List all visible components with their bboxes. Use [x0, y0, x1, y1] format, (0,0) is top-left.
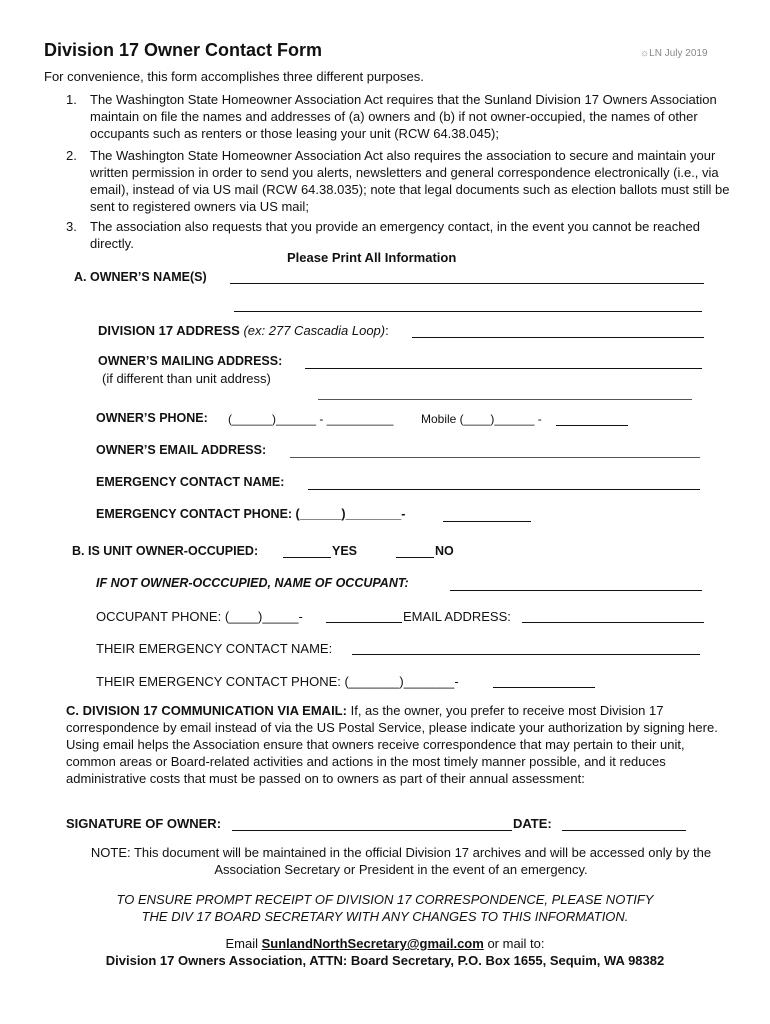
owner-occupied-no: NO [435, 544, 454, 558]
purpose-text: The association also requests that you provide an emergency contact, in the event you cannot be reached directly. [90, 219, 700, 251]
print-notice: Please Print All Information [287, 250, 457, 265]
purpose-text: The Washington State Homeowner Association Act requires that the Sunland Division 17 Owners Association maintain on file the names and addresses of (a) owners and (b) if not owner-occupied, the names of other occupants such as renters or those leasing your unit (RCW 64.38.045); [90, 92, 717, 141]
email-suffix: or mail to: [487, 936, 545, 951]
unit-address-example: (ex: 277 Cascadia Loop) [243, 323, 386, 338]
mail-address: Division 17 Owners Association, ATTN: Board Secretary, P.O. Box 1655, Sequim, WA 98382 [105, 953, 665, 968]
signature-label: SIGNATURE OF OWNER: [66, 816, 222, 831]
owner-name-field-2[interactable] [234, 311, 702, 312]
archive-note: NOTE: This document will be maintained in the official Division 17 archives and will be accessed only by the Association Secretary or President in the event of an emergency. [90, 845, 712, 877]
mailing-address-field[interactable] [305, 368, 702, 369]
form-title: Division 17 Owner Contact Form [44, 40, 323, 60]
email-authorization-text: If, as the owner, you prefer to receive most Division 17 correspondence by email instead of via the US Postal Service, please indicate your authorization by signing here. Using email helps the Association ensure that owners receive correspondence that may pertain to their unit, common areas or Board-related activities and actions in the most timely manner possible, and it reduces administrative costs that must be passed on to owners as part of their annual assessment: [66, 703, 718, 786]
their-emergency-name-label: THEIR EMERGENCY CONTACT NAME: [96, 641, 333, 656]
owner-name-label: A. OWNER’S NAME(S) [74, 270, 207, 284]
purpose-number: 2. [66, 148, 77, 163]
unit-address-colon: : [385, 323, 389, 338]
email-authorization-label: C. DIVISION 17 COMMUNICATION VIA EMAIL: [66, 703, 347, 718]
mailing-address-field-2[interactable] [318, 399, 692, 400]
date-field[interactable] [562, 830, 686, 831]
owner-occupied-no-field[interactable] [396, 557, 434, 558]
owner-email-label: OWNER’S EMAIL ADDRESS: [96, 443, 267, 457]
purpose-number: 1. [66, 92, 77, 107]
mobile-phone-label: Mobile (____)______ - [421, 412, 542, 426]
secretary-email-link[interactable]: SunlandNorthSecretary@gmail.com [261, 936, 484, 951]
emergency-phone-label: EMERGENCY CONTACT PHONE: (______)________- [96, 507, 406, 521]
mailing-address-label: OWNER’S MAILING ADDRESS: [98, 354, 283, 368]
occupant-name-field[interactable] [450, 590, 702, 591]
purpose-text: The Washington State Homeowner Association Act also requires the association to secure and maintain your written permission in order to send you alerts, newsletters and general correspondence electronically (i.e., via email), instead of via US mail (RCW 64.38.035); note that legal documents such as election ballots must still be sent to registered owners via US mail; [90, 148, 730, 214]
unit-address-label [98, 323, 389, 338]
owner-phone-label: OWNER’S PHONE: [96, 411, 208, 425]
prompt-line-1: TO ENSURE PROMPT RECEIPT OF DIVISION 17 CORRESPONDENCE, PLEASE NOTIFY [116, 892, 654, 907]
date-label: DATE: [513, 816, 552, 831]
occupant-name-label: IF NOT OWNER-OCCCUPIED, NAME OF OCCUPANT: [96, 576, 409, 590]
signature-field[interactable] [232, 830, 512, 831]
owner-occupied-yes: YES [332, 544, 358, 558]
occupant-phone-field[interactable] [326, 622, 402, 623]
intro-text: For convenience, this form accomplishes three different purposes. [44, 69, 424, 84]
purpose-number: 3. [66, 219, 77, 234]
occupant-phone-label: OCCUPANT PHONE: (____)_____- [96, 609, 303, 624]
owner-occupied-yes-field[interactable] [283, 557, 331, 558]
owner-phone-field[interactable]: (______)______ - __________ [228, 412, 394, 426]
their-emergency-phone-field[interactable] [493, 687, 595, 688]
occupant-email-label: EMAIL ADDRESS: [403, 609, 511, 624]
emergency-name-label: EMERGENCY CONTACT NAME: [96, 475, 285, 489]
their-emergency-phone-label: THEIR EMERGENCY CONTACT PHONE: (_______)_______- [96, 674, 459, 689]
mailing-address-note: (if different than unit address) [102, 371, 271, 386]
email-authorization-section [66, 702, 726, 787]
unit-address-label-text: DIVISION 17 ADDRESS [98, 323, 240, 338]
emergency-phone-field[interactable] [443, 521, 531, 522]
email-prefix: Email [225, 936, 258, 951]
revision-mark: ☼LN July 2019 [640, 48, 708, 59]
owner-email-field[interactable] [290, 457, 700, 458]
contact-email-line [0, 936, 770, 951]
prompt-line-2: THE DIV 17 BOARD SECRETARY WITH ANY CHANGES TO THIS INFORMATION. [141, 909, 629, 924]
their-emergency-name-field[interactable] [352, 654, 700, 655]
mobile-phone-field[interactable] [556, 425, 628, 426]
unit-address-field[interactable] [412, 337, 704, 338]
emergency-name-field[interactable] [308, 489, 700, 490]
owner-name-field[interactable] [230, 283, 704, 284]
occupant-email-field[interactable] [522, 622, 704, 623]
owner-occupied-label: B. IS UNIT OWNER-OCCUPIED: [72, 544, 259, 558]
